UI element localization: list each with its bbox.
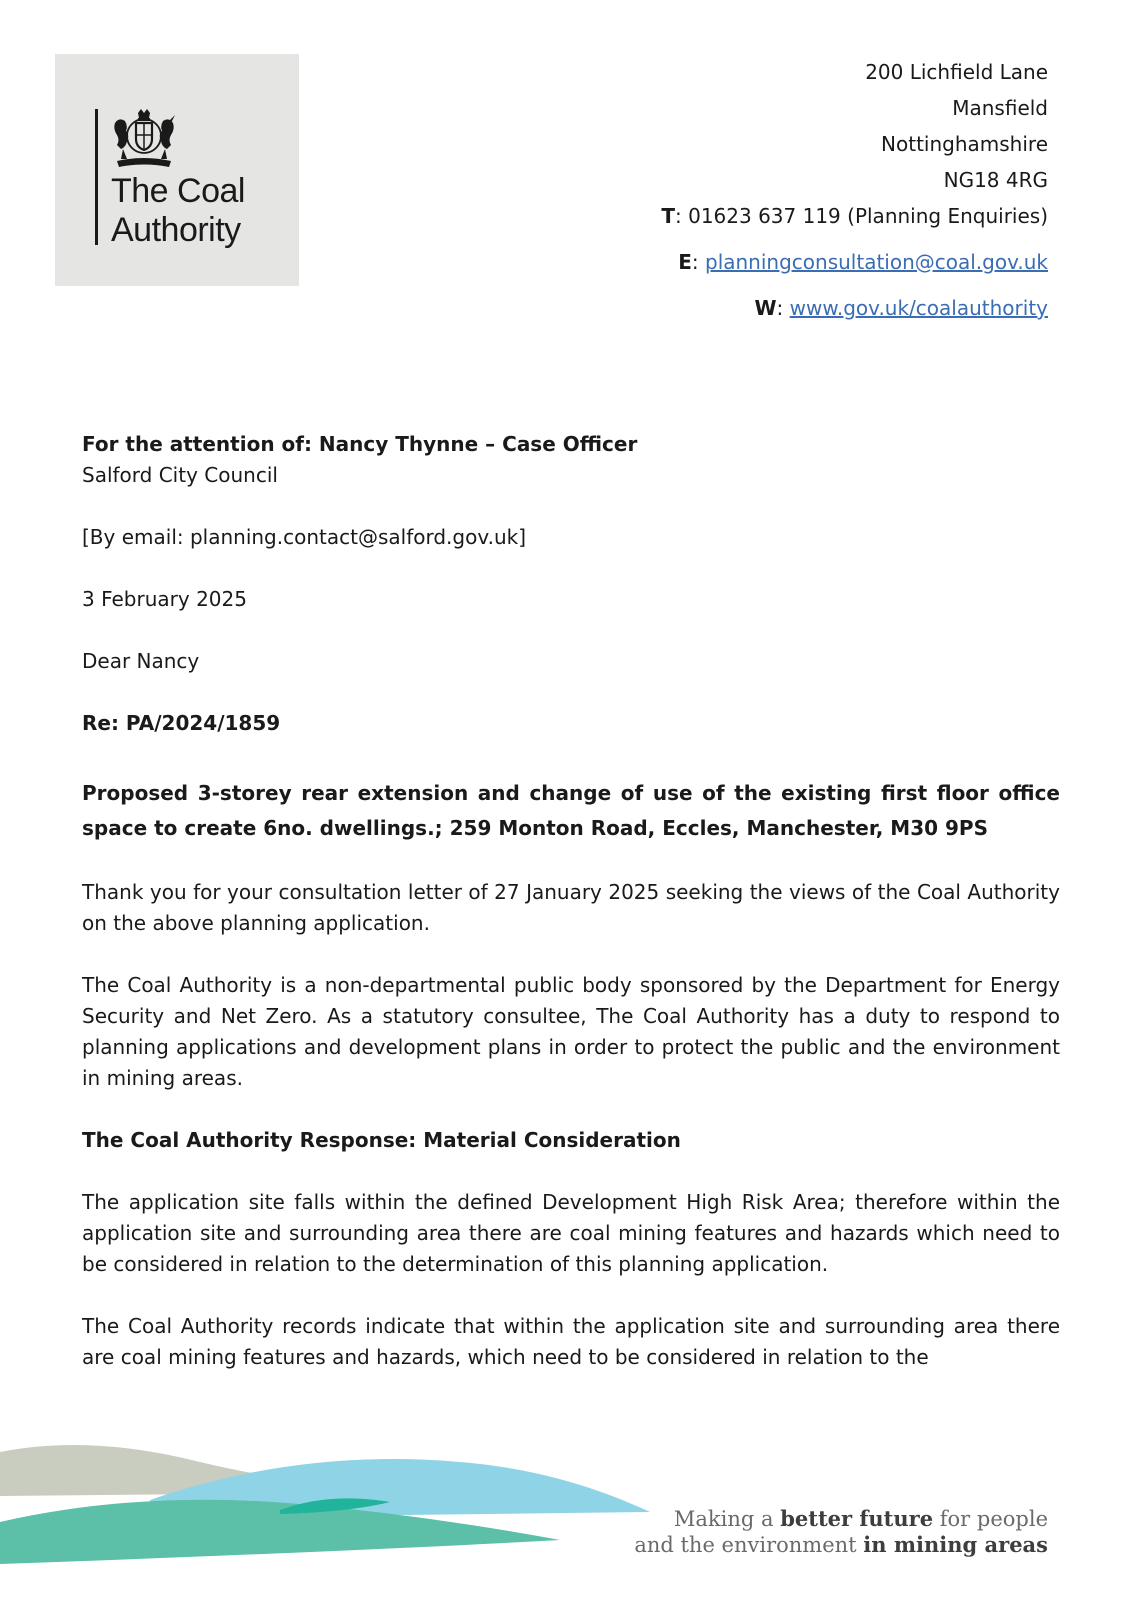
footer-waves-graphic [0, 1440, 700, 1570]
logo-line-2: Authority [111, 211, 241, 249]
phone-label: T [661, 204, 675, 228]
tagline-line-1 [634, 1506, 1048, 1532]
address-line-2: Mansfield [952, 96, 1048, 120]
letter-date: 3 February 2025 [82, 587, 247, 611]
email-label: E [678, 250, 692, 274]
logo-line-1: The Coal [111, 172, 245, 210]
by-email-line: [By email: planning.contact@salford.gov.uk] [82, 525, 527, 549]
letter-body [82, 429, 1060, 1373]
tagline-emphasis-1: better future [780, 1506, 934, 1531]
web-line [661, 290, 1048, 326]
paragraph-high-risk-area: The application site falls within the defined Development High Risk Area; therefore within the application site and surrounding area there are coal mining features and hazards which need to be considered in relation to the determination of this planning application. [82, 1190, 1060, 1276]
email-line [661, 244, 1048, 280]
address-postcode: NG18 4RG [943, 168, 1048, 192]
recipient-council: Salford City Council [82, 463, 278, 487]
paragraph-records: The Coal Authority records indicate that within the application site and surrounding area there are coal mining features and hazards, which need to be considered in relation to the [82, 1314, 1060, 1369]
paragraph-about-authority: The Coal Authority is a non-departmental public body sponsored by the Department for Energy Security and Net Zero. As a statutory consultee, The Coal Authority has a duty to respond to planning applications and development plans in order to protect the public and the environment in mining areas. [82, 973, 1060, 1090]
email-link[interactable]: planningconsultation@coal.gov.uk [705, 250, 1048, 274]
sender-address [661, 54, 1048, 326]
footer-tagline [634, 1506, 1048, 1558]
salutation: Dear Nancy [82, 649, 200, 673]
address-line-1: 200 Lichfield Lane [865, 60, 1048, 84]
tagline-part-3: and the environment [634, 1533, 864, 1557]
coal-authority-logo [55, 54, 299, 286]
paragraph-consultation: Thank you for your consultation letter of 27 January 2025 seeking the views of the Coal Authority on the above planning application. [82, 880, 1060, 935]
phone-number: : 01623 637 119 (Planning Enquiries) [675, 204, 1048, 228]
web-separator: : [776, 296, 790, 320]
tagline-emphasis-2: in mining areas [863, 1532, 1048, 1557]
logo-divider-bar [95, 109, 98, 245]
proposal-title: Proposed 3-storey rear extension and change of use of the existing first floor office space to create 6no. dwellings.; 259 Monton Road, Eccles, Manchester, M30 9PS [82, 781, 1060, 840]
attention-line: For the attention of: Nancy Thynne – Case Officer [82, 432, 638, 456]
tagline-part-1: Making a [673, 1507, 781, 1531]
section-heading: The Coal Authority Response: Material Consideration [82, 1128, 681, 1152]
logo-wordmark [111, 172, 245, 250]
website-link[interactable]: www.gov.uk/coalauthority [789, 296, 1048, 320]
email-separator: : [691, 250, 705, 274]
web-label: W [754, 296, 777, 320]
tagline-line-2 [634, 1532, 1048, 1558]
reference-line: Re: PA/2024/1859 [82, 711, 281, 735]
address-line-3: Nottinghamshire [881, 132, 1048, 156]
royal-crest-icon [109, 109, 179, 171]
phone-line [661, 198, 1048, 234]
tagline-part-2: for people [933, 1507, 1048, 1531]
